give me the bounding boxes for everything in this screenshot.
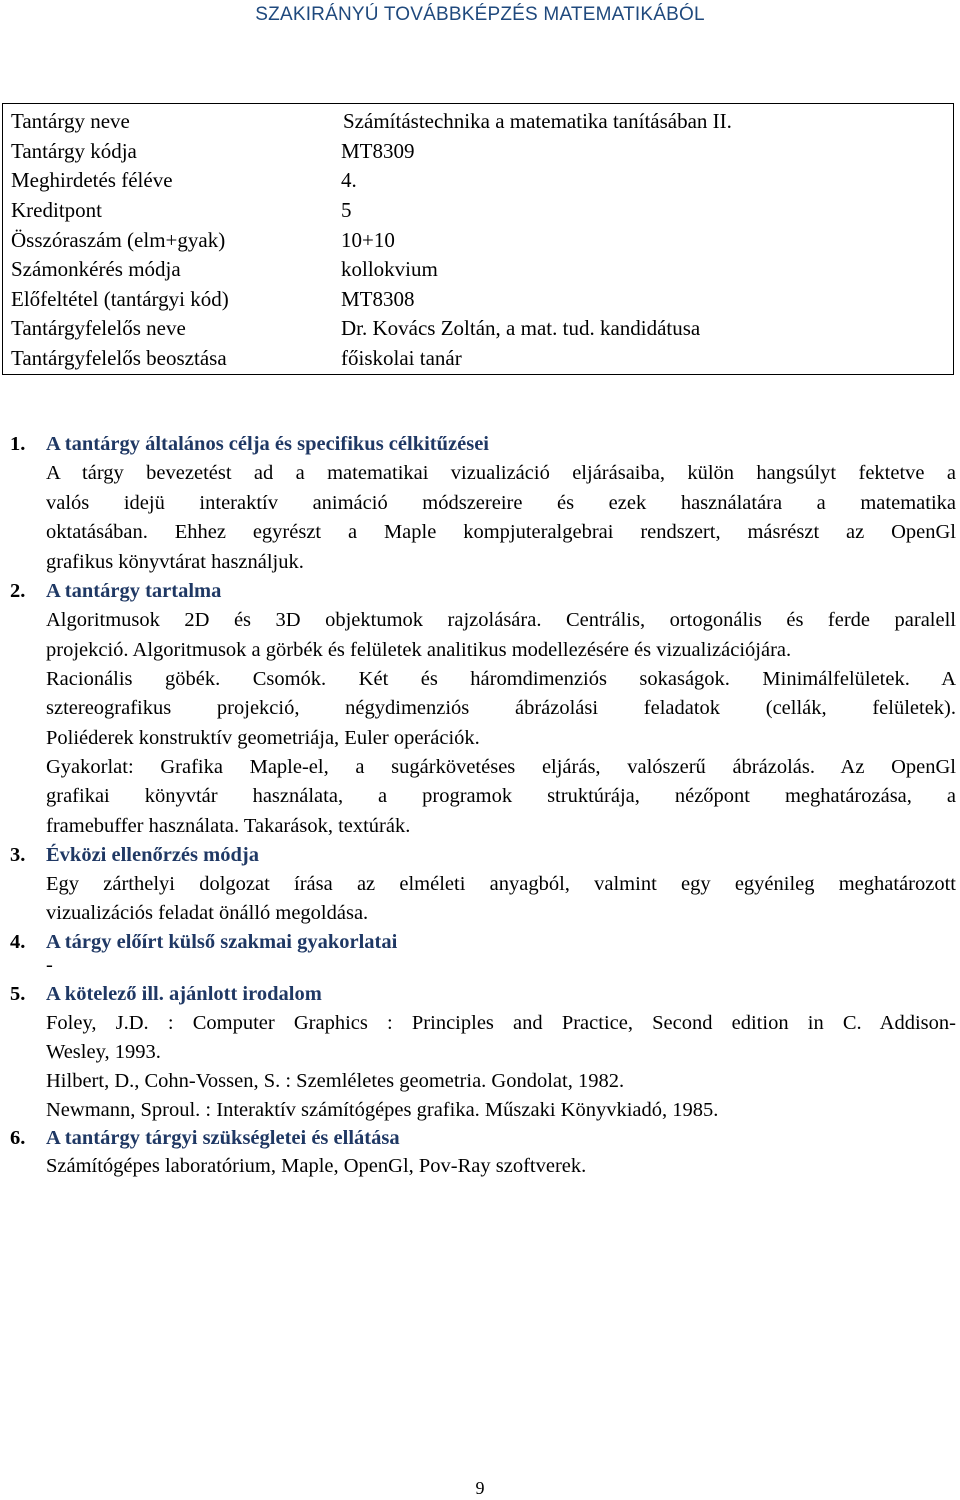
info-value: Számítástechnika a matematika tanításában II. <box>343 109 732 133</box>
reference-line: Foley, J.D. : Computer Graphics : Principles and Practice, Second edition in C. Addison- <box>46 1012 956 1034</box>
reference-line: Hilbert, D., Cohn-Vossen, S. : Szemléletes geometria. Gondolat, 1982. <box>46 1070 625 1092</box>
paragraph-line: - <box>46 954 53 976</box>
paragraph-line: grafikai könyvtár használata, a programok struktúrája, nézőpont meghatározása, a <box>46 785 956 807</box>
paragraph-line: Poliéderek konstruktív geometriája, Euler operációk. <box>46 727 480 749</box>
info-value: 4. <box>341 168 357 192</box>
page-header: SZAKIRÁNYÚ TOVÁBBKÉPZÉS MATEMATIKÁBÓL <box>255 4 705 25</box>
info-label: Tantárgy neve <box>11 109 130 133</box>
info-label: Tantárgy kódja <box>11 139 137 163</box>
course-info-table <box>2 103 954 375</box>
paragraph-line: Számítógépes laboratórium, Maple, OpenGl, Pov-Ray szoftverek. <box>46 1155 587 1177</box>
info-value: főiskolai tanár <box>341 346 462 370</box>
section-number: 2. <box>10 580 26 602</box>
paragraph-line: vizualizációs feladat önálló megoldása. <box>46 902 369 924</box>
paragraph-line: grafikus könyvtárat használjuk. <box>46 551 304 573</box>
paragraph-line: framebuffer használata. Takarások, textúrák. <box>46 815 411 837</box>
section-number: 6. <box>10 1127 26 1149</box>
info-label: Tantárgyfelelős neve <box>11 316 186 340</box>
section-number: 5. <box>10 983 26 1005</box>
section-number: 4. <box>10 931 26 953</box>
info-value: kollokvium <box>341 257 438 281</box>
paragraph-line: Algoritmusok 2D és 3D objektumok rajzolására. Centrális, ortogonális és ferde paralell <box>46 609 956 631</box>
paragraph-line: oktatásában. Ehhez egyrészt a Maple kompjuteralgebrai rendszert, másrészt az OpenGl <box>46 521 956 543</box>
reference-line: Wesley, 1993. <box>46 1041 161 1063</box>
reference-line: Newmann, Sproul. : Interaktív számítógépes grafika. Műszaki Könyvkiadó, 1985. <box>46 1099 719 1121</box>
paragraph-line: sztereografikus projekció, négydimenziós ábrázolási feladatok (cellák, felületek). <box>46 697 956 719</box>
page-number: 9 <box>475 1478 485 1498</box>
section-title: A tárgy előírt külső szakmai gyakorlatai <box>46 931 398 953</box>
section-title: A kötelező ill. ajánlott irodalom <box>46 983 322 1005</box>
section-number: 3. <box>10 844 26 866</box>
info-value: 5 <box>341 198 352 222</box>
info-value: MT8308 <box>341 287 415 311</box>
info-label: Előfeltétel (tantárgyi kód) <box>11 287 229 311</box>
section-number: 1. <box>10 433 26 455</box>
info-value: 10+10 <box>341 228 395 252</box>
section-title: A tantárgy általános célja és specifikus célkitűzései <box>46 433 489 455</box>
info-value: Dr. Kovács Zoltán, a mat. tud. kandidátusa <box>341 316 701 340</box>
paragraph-line: A tárgy bevezetést ad a matematikai vizualizáció eljárásaiba, külön hangsúlyt fektetve a <box>46 462 956 484</box>
info-label: Kreditpont <box>11 198 102 222</box>
paragraph-line: projekció. Algoritmusok a görbék és felületek analitikus modellezésére és vizualizációjára. <box>46 639 792 661</box>
paragraph-line: Gyakorlat: Grafika Maple-el, a sugárkövetéses eljárás, valószerű ábrázolás. Az OpenGl <box>46 756 956 778</box>
info-label: Számonkérés módja <box>11 257 181 281</box>
section-title: Évközi ellenőrzés módja <box>46 844 259 866</box>
paragraph-line: Egy zárthelyi dolgozat írása az elméleti anyagból, valmint egy egyénileg meghatározott <box>46 873 956 895</box>
info-label: Összóraszám (elm+gyak) <box>11 228 226 252</box>
section-title: A tantárgy tárgyi szükségletei és ellátása <box>46 1127 400 1149</box>
info-label: Tantárgyfelelős beosztása <box>11 346 227 370</box>
paragraph-line: Racionális göbék. Csomók. Két és háromdimenziós sokaságok. Minimálfelületek. A <box>46 668 956 690</box>
paragraph-line: valós idejü interaktív animáció módszereire és ezek használatára a matematika <box>46 492 956 514</box>
info-value: MT8309 <box>341 139 415 163</box>
section-title: A tantárgy tartalma <box>46 580 222 602</box>
info-label: Meghirdetés féléve <box>11 168 173 192</box>
